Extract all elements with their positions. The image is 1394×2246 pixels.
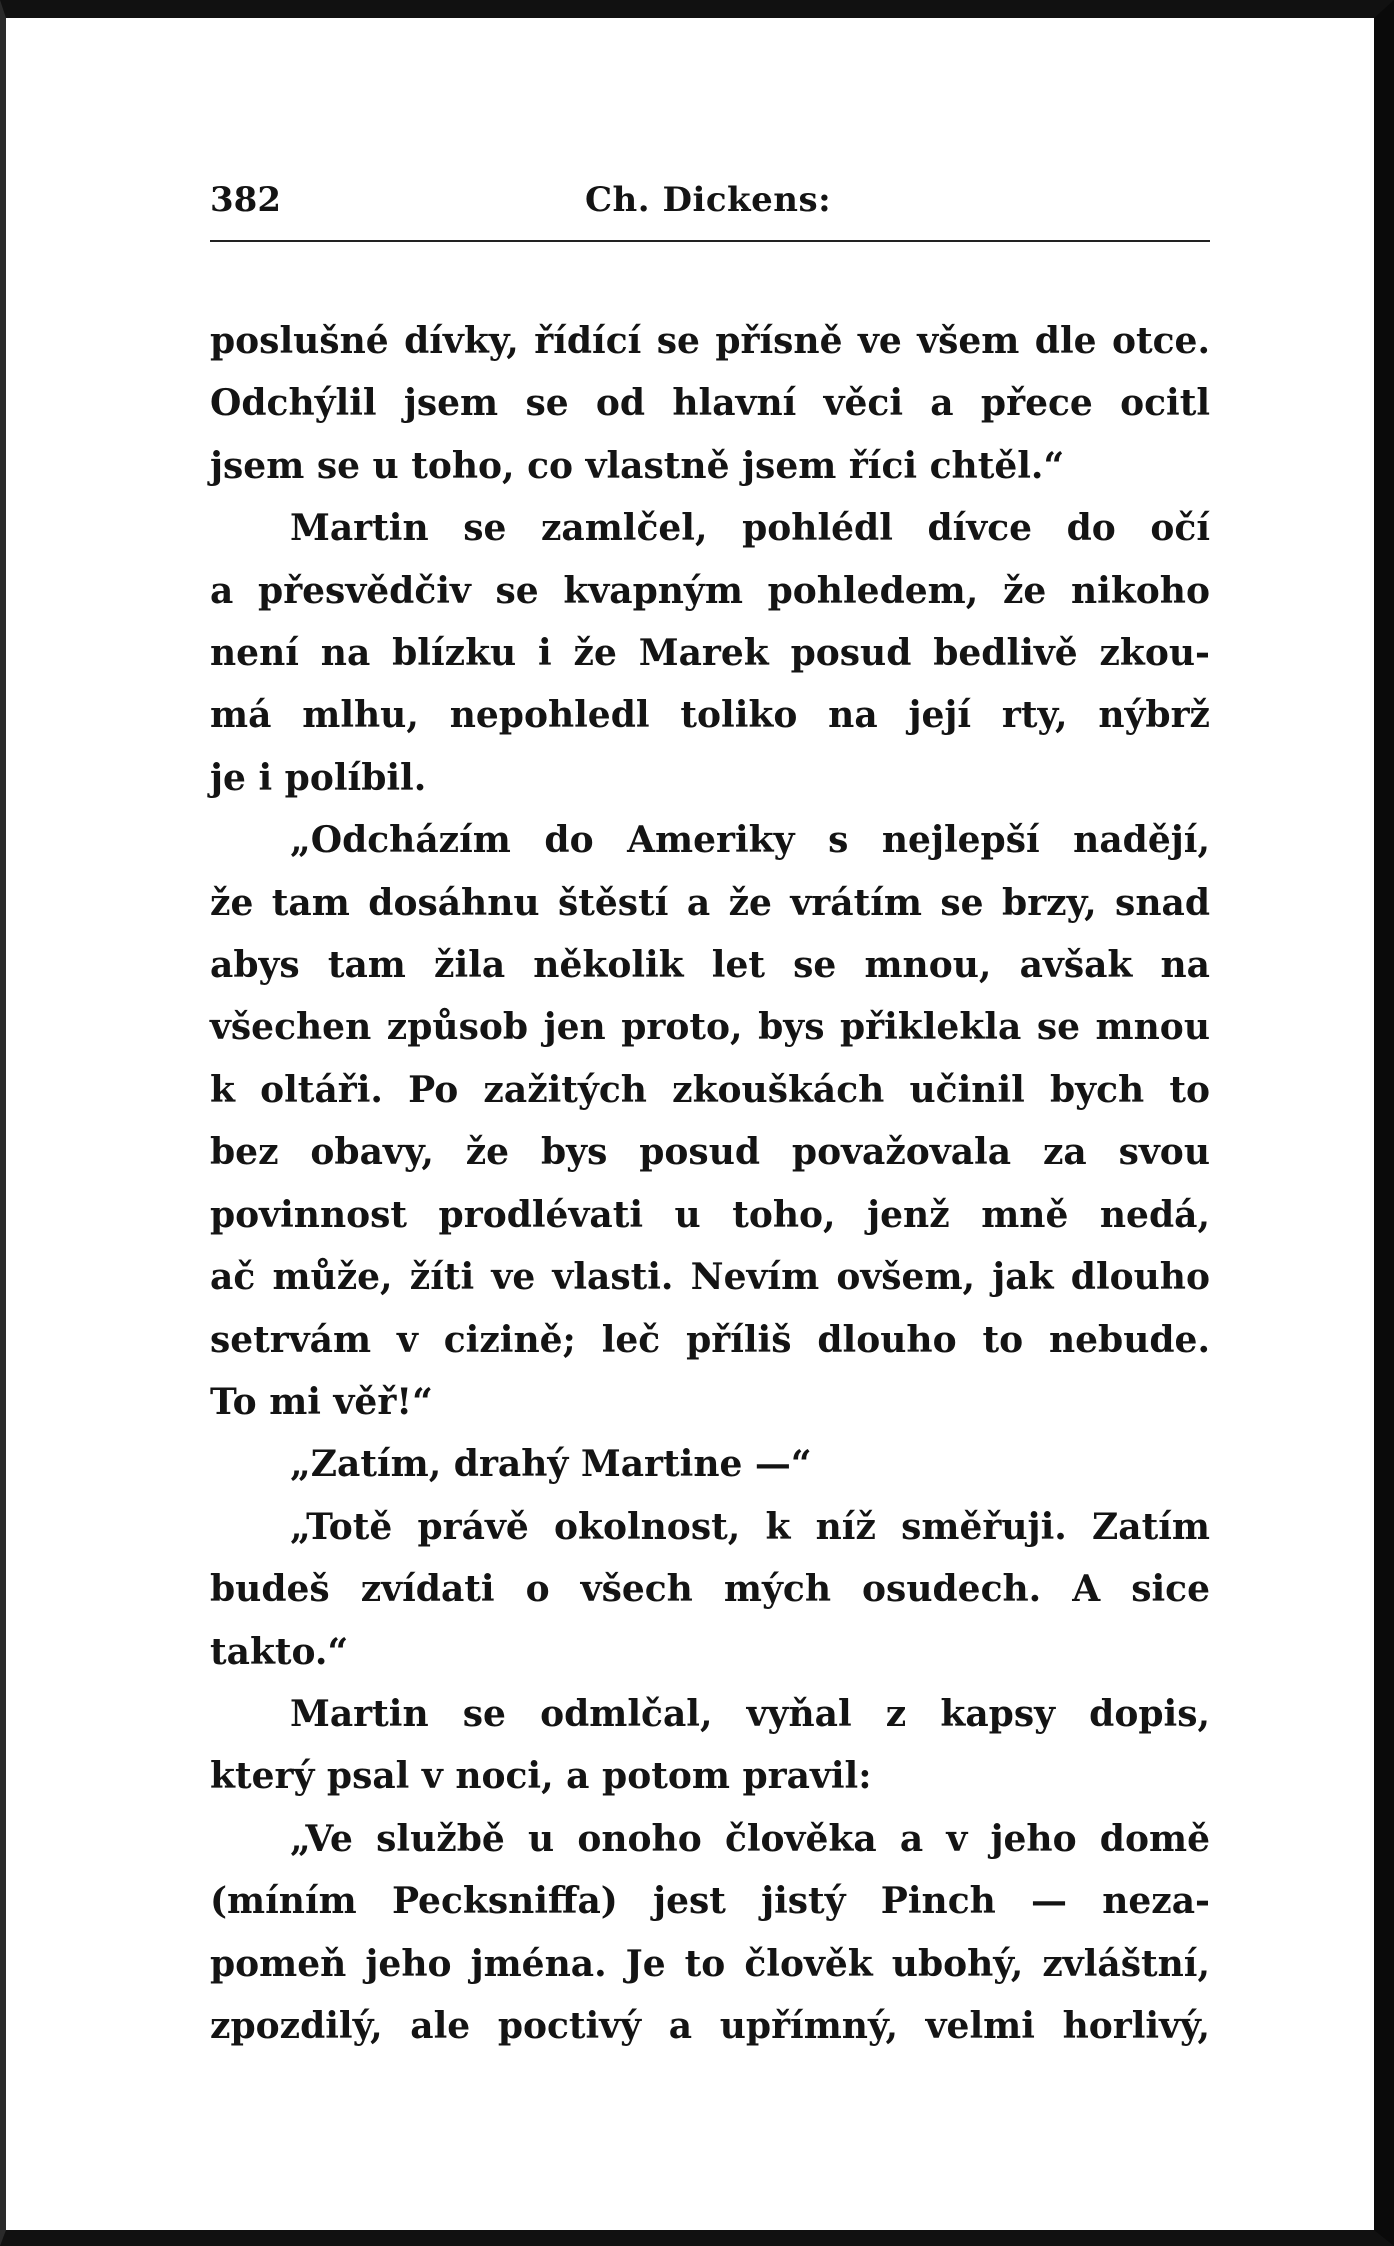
text-line: Martin se zamlčel, pohlédl dívce do očí bbox=[290, 507, 1210, 550]
text-line: jsem se u toho, co vlastně jsem říci chtěl.“ bbox=[210, 444, 1065, 487]
text-line: „Totě právě okolnost, k níž směřuji. Zatím bbox=[290, 1505, 1210, 1548]
running-head: Ch. Dickens: bbox=[585, 180, 832, 220]
text-line: „Odcházím do Ameriky s nejlepší nadějí, bbox=[290, 819, 1210, 862]
page-number: 382 bbox=[210, 180, 281, 220]
text-line: (míním Pecksniffa) jest jistý Pinch — neza- bbox=[210, 1880, 1210, 1923]
text-line: setrvám v cizině; leč příliš dlouho to nebude. bbox=[210, 1318, 1210, 1361]
text-line: ač může, žíti ve vlasti. Nevím ovšem, jak dlouho bbox=[210, 1256, 1210, 1299]
text-line: zpozdilý, ale poctivý a upřímný, velmi horlivý, bbox=[210, 2004, 1210, 2047]
header-rule bbox=[210, 240, 1210, 242]
text-line: budeš zvídati o všech mých osudech. A sice bbox=[210, 1568, 1210, 1611]
text-line: všechen způsob jen proto, bys přiklekla se mnou bbox=[210, 1006, 1210, 1049]
text-line: který psal v noci, a potom pravil: bbox=[210, 1755, 872, 1798]
text-line: a přesvědčiv se kvapným pohledem, že nikoho bbox=[210, 569, 1210, 612]
book-page bbox=[210, 150, 1210, 2047]
text-line: To mi věř!“ bbox=[210, 1380, 433, 1423]
text-line: povinnost prodlévati u toho, jenž mně nedá, bbox=[210, 1193, 1210, 1236]
text-line: není na blízku i že Marek posud bedlivě zkou- bbox=[210, 632, 1210, 675]
text-line: Odchýlil jsem se od hlavní věci a přece ocitl bbox=[210, 382, 1210, 425]
text-line: že tam dosáhnu štěstí a že vrátím se brzy, snad bbox=[210, 881, 1210, 924]
text-line: abys tam žila několik let se mnou, avšak na bbox=[210, 944, 1210, 987]
text-line: Martin se odmlčal, vyňal z kapsy dopis, bbox=[290, 1692, 1210, 1735]
page-header bbox=[210, 150, 1210, 220]
text-line: k oltáři. Po zažitých zkouškách učinil bych to bbox=[210, 1068, 1210, 1111]
text-line: „Zatím, drahý Martine —“ bbox=[290, 1443, 812, 1486]
text-line: bez obavy, že bys posud považovala za svou bbox=[210, 1131, 1210, 1174]
text-line: má mlhu, nepohledl toliko na její rty, nýbrž bbox=[210, 694, 1210, 737]
text-line: poslušné dívky, řídící se přísně ve všem dle otce. bbox=[210, 320, 1210, 362]
text-line: je i políbil. bbox=[210, 756, 427, 799]
text-line: pomeň jeho jména. Je to člověk ubohý, zvláštní, bbox=[210, 1942, 1210, 1985]
body-text bbox=[210, 310, 1210, 2057]
text-line: „Ve službě u onoho člověka a v jeho domě bbox=[290, 1817, 1210, 1860]
text-line: takto.“ bbox=[210, 1630, 349, 1673]
